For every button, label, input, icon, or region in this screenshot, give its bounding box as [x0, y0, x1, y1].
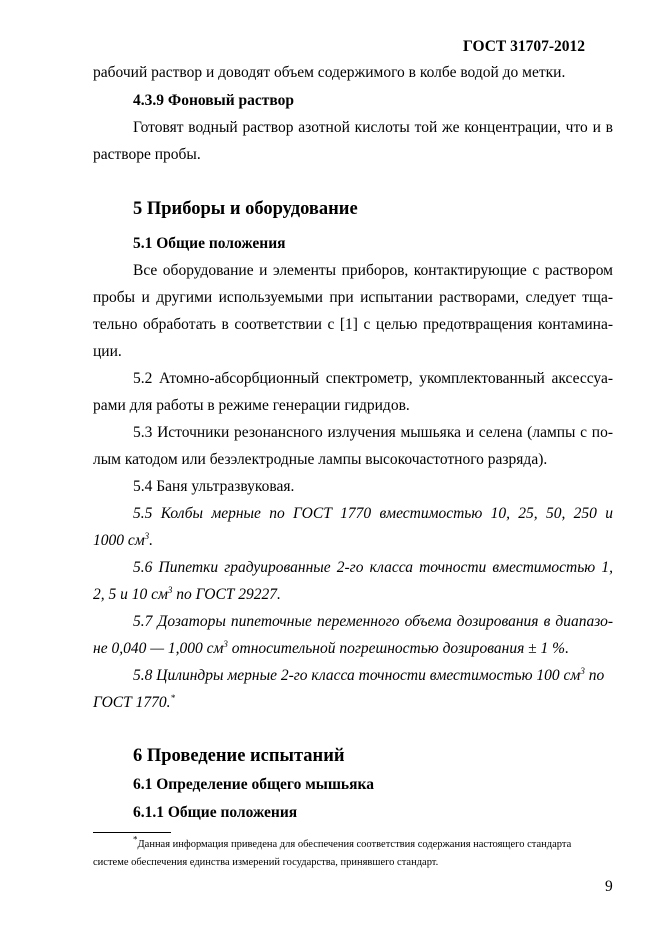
subsection-heading: 6.1 Определение общего мышьяка [133, 776, 374, 793]
paragraph-line: тельно обработать в соответствии с [1] с целью предотвращения контамина- [93, 316, 613, 333]
text-run: относительной погрешностью дозирования ± 1 %. [227, 640, 569, 657]
footnote-marker: * [170, 692, 176, 703]
paragraph-line: 5.3 Источники резонансного излучения мышьяка и селена (лампы с по- [133, 424, 613, 441]
text-run: 1000 см [93, 532, 145, 549]
footnote-divider [93, 832, 171, 833]
paragraph-line: 5.5 Колбы мерные по ГОСТ 1770 вместимостью 10, 25, 50, 250 и [133, 505, 613, 522]
paragraph-line [93, 694, 175, 712]
paragraph-line [93, 532, 153, 550]
paragraph-line: пробы и другими используемыми при испытании растворами, следует тща- [93, 289, 613, 306]
superscript: 3 [223, 638, 228, 649]
paragraph-line: растворе пробы. [93, 146, 201, 163]
text-run: не 0,040 — 1,000 см [93, 640, 224, 657]
subsection-heading: 6.1.1 Общие положения [133, 804, 298, 821]
paragraph-line [93, 586, 281, 604]
paragraph-line: 5.4 Баня ультразвуковая. [133, 478, 295, 495]
footnote-text [133, 834, 572, 851]
paragraph-line: 5.6 Пипетки градуированные 2-го класса точности вместимостью 1, [133, 559, 613, 576]
superscript: 3 [580, 665, 585, 676]
paragraph-line: рами для работы в режиме генерации гидридов. [93, 397, 410, 414]
paragraph-line: лым катодом или безэлектродные лампы высокочастотного разряда). [93, 451, 548, 468]
subsection-heading: 5.1 Общие положения [133, 235, 286, 252]
footnote-marker: * [133, 834, 138, 845]
paragraph-line: Готовят водный раствор азотной кислоты той же концентрации, что и в [133, 119, 613, 136]
text-run: по ГОСТ 29227. [172, 586, 281, 603]
text-run: 5.8 Цилиндры мерные 2-го класса точности вместимостью 100 см [133, 667, 581, 684]
header-standard-number: ГОСТ 31707-2012 [463, 38, 586, 55]
paragraph-line [133, 667, 604, 685]
text-run: 2, 5 и 10 см [93, 586, 168, 603]
text-run: ГОСТ 1770. [93, 694, 171, 711]
paragraph-line: рабочий раствор и доводят объем содержимого в колбе водой до метки. [93, 64, 566, 81]
superscript: 3 [167, 584, 173, 595]
text-run: Данная информация приведена для обеспечения соответствия содержания настоящего стандарта [137, 839, 572, 850]
page-number: 9 [605, 878, 613, 895]
subsection-heading: 4.3.9 Фоновый раствор [133, 92, 295, 109]
text-run: по [584, 667, 605, 684]
paragraph-line: Все оборудование и элементы приборов, контактирующие с раствором [133, 262, 613, 279]
section-heading: 6 Проведение испытаний [133, 746, 345, 766]
superscript: 3 [144, 530, 150, 541]
footnote-text: системе обеспечения единства измерений государства, принявшего стандарт. [93, 857, 439, 868]
text-run: . [149, 532, 154, 549]
paragraph-line: 5.7 Дозаторы пипеточные переменного объема дозирования в диапазо- [133, 613, 613, 630]
paragraph-line [93, 640, 569, 658]
paragraph-line: 5.2 Атомно-абсорбционный спектрометр, укомплектованный аксессуа- [133, 370, 613, 387]
paragraph-line: ции. [93, 343, 122, 360]
section-heading: 5 Приборы и оборудование [133, 199, 358, 219]
